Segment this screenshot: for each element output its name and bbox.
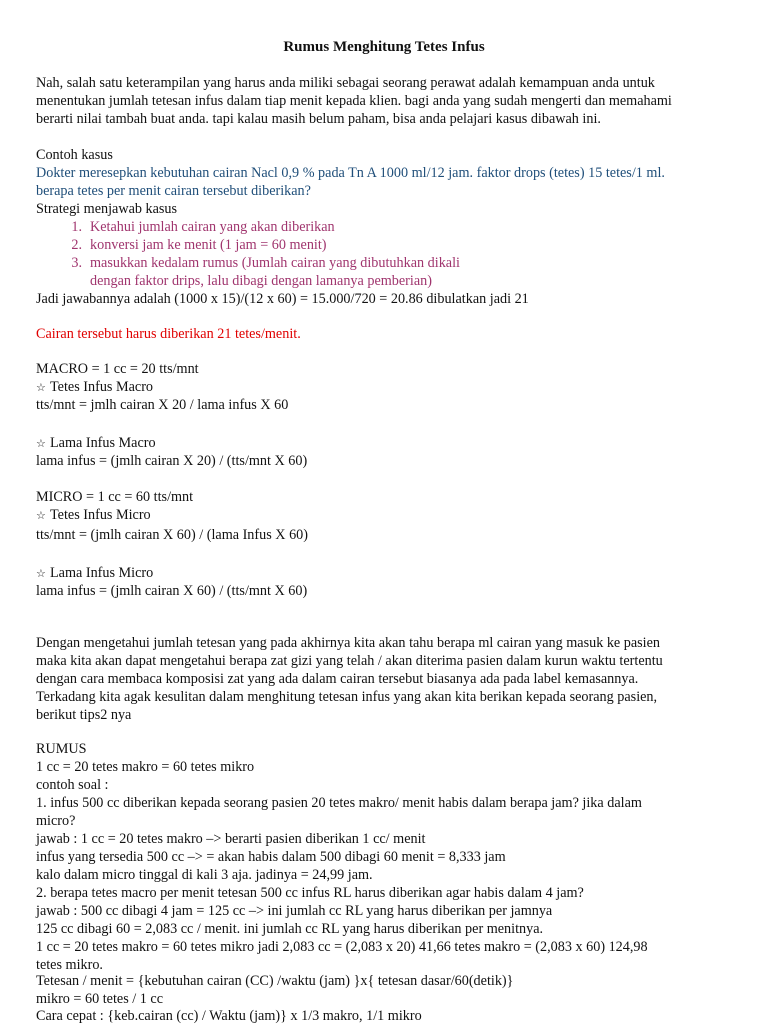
rumus-line: 1 cc = 20 tetes makro = 60 tetes mikro — [36, 759, 255, 775]
star-icon: ☆ — [36, 568, 46, 580]
rumus-line: 1 cc = 20 tetes makro = 60 tetes mikro jadi 2,083 cc = (2,083 x 20) 41,66 tetes makro = (2,083 x 60) 124,98 — [36, 939, 648, 955]
case-text: Dokter meresepkan kebutuhan cairan Nacl 0,9 % pada Tn A 1000 ml/12 jam. faktor drops (tetes) 15 tetes/1 ml. — [36, 165, 665, 181]
strategy-step — [56, 236, 748, 254]
rumus-line: jawab : 1 cc = 20 tetes makro –> berarti pasien diberikan 1 cc/ menit — [36, 831, 426, 847]
star-icon: ☆ — [36, 438, 46, 450]
formula-label: ☆ Tetes Infus Micro — [36, 507, 151, 523]
rumus-line: tetes mikro. — [36, 957, 103, 973]
intro-line: Nah, salah satu keterampilan yang harus anda miliki sebagai seorang perawat adalah kemampuan anda untuk — [36, 75, 655, 91]
paragraph-line: berikut tips2 nya — [36, 707, 132, 723]
conclusion: Cairan tersebut harus diberikan 21 tetes/menit. — [36, 326, 301, 342]
formula-line: tts/mnt = jmlh cairan X 20 / lama infus X 60 — [36, 397, 289, 413]
strategy-step — [56, 254, 748, 272]
formula-label: ☆ Lama Infus Micro — [36, 565, 154, 581]
rumus-line: 1. infus 500 cc diberikan kepada seorang pasien 20 tetes makro/ menit habis dalam berapa jam? jika dalam — [36, 795, 642, 811]
case-text: berapa tetes per menit cairan tersebut diberikan? — [36, 183, 311, 199]
paragraph-line: Dengan mengetahui jumlah tetesan yang pada akhirnya kita akan tahu berapa ml cairan yang masuk ke pasien — [36, 635, 661, 651]
answer-line: Jadi jawabannya adalah (1000 x 15)/(12 x 60) = 15.000/720 = 20.86 dibulatkan jadi 21 — [36, 291, 529, 307]
rumus-line: Cara cepat : {keb.cairan (cc) / Waktu (jam)} x 1/3 makro, 1/1 mikro — [36, 1008, 422, 1024]
paragraph-line: maka kita akan dapat mengetahui berapa zat gizi yang telah / akan diterima pasien dalam kurun waktu tertentu — [36, 653, 663, 669]
star-icon: ☆ — [36, 510, 46, 522]
formula-label: ☆ Tetes Infus Macro — [36, 379, 154, 395]
formula-line: lama infus = (jmlh cairan X 60) / (tts/mnt X 60) — [36, 583, 308, 599]
intro-line: berarti nilai tambah buat anda. tapi kalau masih belum paham, bisa anda pelajari kasus dibawah ini. — [36, 111, 601, 127]
formula-line: tts/mnt = (jmlh cairan X 60) / (lama Infus X 60) — [36, 527, 308, 543]
rumus-line: 125 cc dibagi 60 = 2,083 cc / menit. ini jumlah cc RL yang harus diberikan per menitnya. — [36, 921, 544, 937]
rumus-line: 2. berapa tetes macro per menit tetesan 500 cc infus RL harus diberikan agar habis dalam 4 jam? — [36, 885, 584, 901]
intro-line: menentukan jumlah tetesan infus dalam tiap menit kepada klien. bagi anda yang sudah mengerti dan memahami — [36, 93, 672, 109]
micro-definition: MICRO = 1 cc = 60 tts/mnt — [36, 489, 194, 505]
formula-label: ☆ Lama Infus Macro — [36, 435, 156, 451]
paragraph-line: Terkadang kita agak kesulitan dalam menghitung tetesan infus yang akan kita berikan kepada seorang pasien, — [36, 689, 658, 705]
strategy-heading: Strategi menjawab kasus — [36, 201, 178, 217]
step-text: konversi jam ke menit (1 jam = 60 menit) — [90, 237, 327, 253]
star-icon: ☆ — [36, 382, 46, 394]
strategy-step — [56, 272, 748, 290]
rumus-line: infus yang tersedia 500 cc –> = akan habis dalam 500 dibagi 60 menit = 8,333 jam — [36, 849, 506, 865]
rumus-heading: RUMUS — [36, 741, 87, 757]
paragraph-line: dengan cara membaca komposisi zat yang ada dalam cairan tersebut biasanya ada pada label kemasannya. — [36, 671, 639, 687]
rumus-line: jawab : 500 cc dibagi 4 jam = 125 cc –> ini jumlah cc RL yang harus diberikan per jamnya — [36, 903, 553, 919]
step-text: masukkan kedalam rumus (Jumlah cairan yang dibutuhkan dikali — [90, 255, 460, 271]
step-number: 1. — [71, 219, 82, 235]
step-text: Ketahui jumlah cairan yang akan diberikan — [90, 219, 335, 235]
rumus-line: contoh soal : — [36, 777, 109, 793]
formula-line: lama infus = (jmlh cairan X 20) / (tts/mnt X 60) — [36, 453, 308, 469]
step-text: dengan faktor drips, lalu dibagi dengan lamanya pemberian) — [90, 273, 432, 289]
rumus-line: Tetesan / menit = {kebutuhan cairan (CC) /waktu (jam) }x{ tetesan dasar/60(detik)} — [36, 973, 514, 989]
rumus-line: mikro = 60 tetes / 1 cc — [36, 991, 163, 1007]
rumus-line: micro? — [36, 813, 76, 829]
step-number: 2. — [71, 237, 82, 253]
document-title: Rumus Menghitung Tetes Infus — [283, 39, 485, 55]
strategy-step — [56, 218, 748, 236]
macro-definition: MACRO = 1 cc = 20 tts/mnt — [36, 361, 199, 377]
rumus-line: kalo dalam micro tinggal di kali 3 aja. jadinya = 24,99 jam. — [36, 867, 373, 883]
case-heading: Contoh kasus — [36, 147, 113, 163]
step-number: 3. — [71, 255, 82, 271]
